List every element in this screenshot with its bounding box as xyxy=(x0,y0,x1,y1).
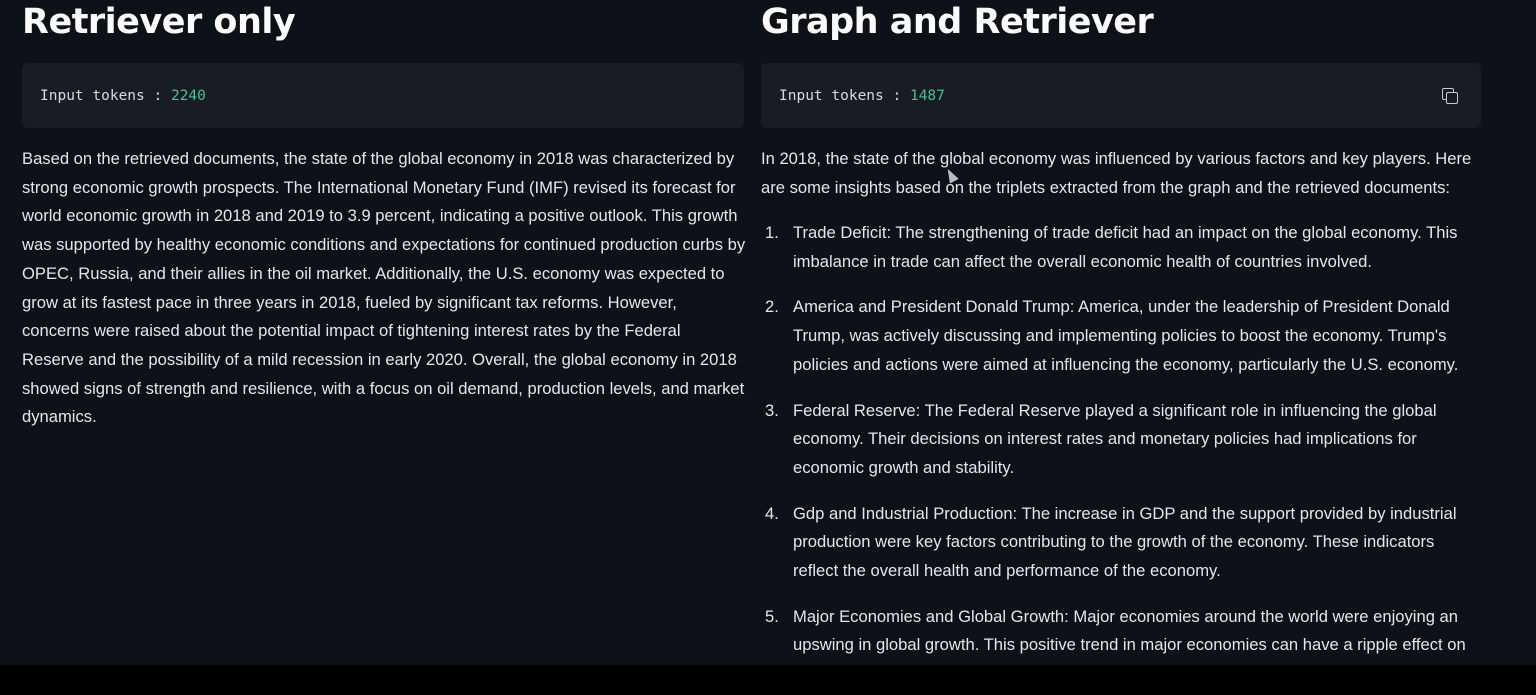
left-token-label: Input tokens xyxy=(40,87,145,104)
list-item xyxy=(761,397,1483,483)
right-token-line xyxy=(779,88,945,104)
right-intro-text: In 2018, the state of the global economy was influenced by various factors and key players. Here are some insights based on the triplets extracted from the graph and the retrieved documents: xyxy=(761,149,1472,197)
copy-icon-front-square xyxy=(1446,92,1458,104)
right-token-code-block[interactable] xyxy=(761,63,1481,128)
list-item-text: Federal Reserve: The Federal Reserve played a significant role in influencing the global economy. Their decisions on interest rates and monetary policies had implications for economic growth and stability. xyxy=(793,400,1437,477)
list-item xyxy=(761,293,1483,379)
left-token-count: 2240 xyxy=(170,87,206,104)
left-token-code-block[interactable] xyxy=(22,63,744,128)
left-answer-text: Based on the retrieved documents, the state of the global economy in 2018 was characterized by strong economic growth prospects. The International Monetary Fund (IMF) revised its forecast for world economic growth in 2018 and 2019 to 3.9 percent, indicating a positive outlook. This growth was supported by healthy economic conditions and expectations for continued production curbs by OPEC, Russia, and their allies in the oil market. Additionally, the U.S. economy was expected to grow at its fastest pace in three years in 2018, fueled by significant tax reforms. However, concerns were raised about the potential impact of tightening interest rates by the Federal Reserve and the possibility of a mild recession in early 2020. Overall, the global economy in 2018 showed signs of strength and resilience, with a focus on oil demand, production levels, and market dynamics. xyxy=(22,149,746,427)
list-item xyxy=(761,500,1483,586)
list-item-text: Major Economies and Global Growth: Major economies around the world were enjoying an upswing in global growth. This positive trend in major economies can have a ripple effect on xyxy=(793,606,1466,655)
list-item-text: Trade Deficit: The strengthening of trade deficit had an impact on the global economy. This imbalance in trade can affect the overall economic health of countries involved. xyxy=(793,223,1458,271)
right-column-title: Graph and Retriever xyxy=(761,2,1154,42)
copy-icon[interactable] xyxy=(1441,87,1459,105)
list-item-number: 2. xyxy=(765,297,779,317)
list-item-text: America and President Donald Trump: America, under the leadership of President Donald Trump, was actively discussing and implementing policies to boost the economy. Trump's policies and actions were aimed at influencing the economy, particularly the U.S. economy. xyxy=(793,297,1459,374)
list-item xyxy=(761,603,1483,660)
bottom-black-bar xyxy=(0,665,1536,695)
left-token-line xyxy=(40,88,206,104)
right-token-label: Input tokens xyxy=(779,87,884,104)
insights-list xyxy=(761,219,1483,677)
list-item-number: 3. xyxy=(765,400,779,420)
left-column-title: Retriever only xyxy=(22,2,296,42)
right-token-count: 1487 xyxy=(909,87,945,104)
right-token-separator: : xyxy=(883,87,910,104)
left-token-separator: : xyxy=(144,87,171,104)
list-item-number: 4. xyxy=(765,503,779,523)
list-item-text: Gdp and Industrial Production: The increase in GDP and the support provided by industrial production were key factors contributing to the growth of the economy. These indicators reflect the overall health and performance of the economy. xyxy=(793,503,1457,581)
list-item xyxy=(761,219,1483,276)
list-item-number: 1. xyxy=(765,223,779,242)
list-item-number: 5. xyxy=(765,606,779,626)
